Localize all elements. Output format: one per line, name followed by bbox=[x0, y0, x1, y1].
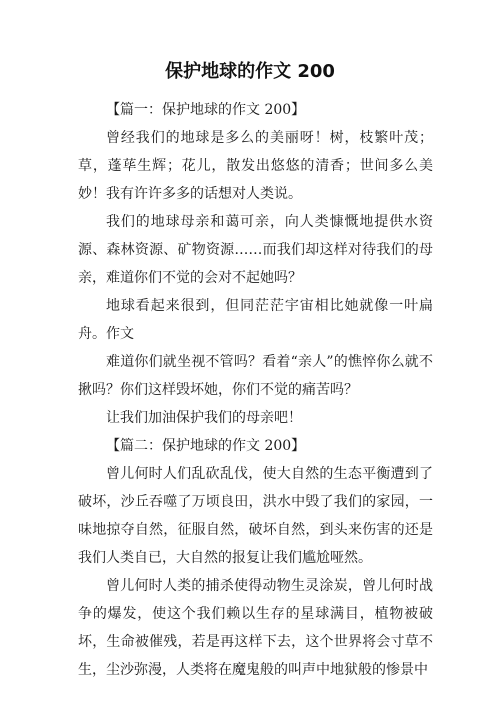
paragraph: 地球看起来很到，但同茫茫宇宙相比她就像一叶扁舟。作文 bbox=[78, 298, 433, 342]
paragraph: 曾儿何时人们乱砍乱伐，使大自然的生态平衡遭到了破坏，沙丘吞噬了万顷良田，洪水中毁了我们的家园，一味地掠夺自然，征服自然，破坏自然，到头来伤害的还是我们人类自已，大自然的报复让我们尴尬哑然。 bbox=[78, 466, 433, 566]
section-heading-1: 【篇一：保护地球的作文 200】 bbox=[106, 102, 306, 118]
paragraph: 让我们加油保护我们的母亲吧！ bbox=[106, 410, 302, 426]
section-heading-2: 【篇二：保护地球的作文 200】 bbox=[106, 438, 306, 454]
paragraph: 曾经我们的地球是多么的美丽呀！树，枝繁叶茂；草，蓬荜生辉；花儿，散发出悠悠的清香；世间多么美妙！我有许许多多的话想对人类说。 bbox=[78, 130, 433, 202]
paragraph: 难道你们就坐视不管吗？看着“亲人”的憔悴你么就不揪吗？你们这样毁坏她，你们不觉的痛苦吗？ bbox=[78, 354, 433, 398]
document-body bbox=[78, 96, 433, 684]
page-title: 保护地球的作文 200 bbox=[165, 61, 335, 82]
paragraph: 我们的地球母亲和蔼可亲，向人类慷慨地提供水资源、森林资源、矿物资源……而我们却这样对待我们的母亲，难道你们不觉的会对不起她吗？ bbox=[78, 214, 433, 286]
paragraph: 曾儿何时人类的捕杀使得动物生灵涂炭，曾儿何时战争的爆发，使这个我们赖以生存的星球满目，植物被破坏，生命被催残，若是再这样下去，这个世界将会寸草不生，尘沙弥漫，人类将在魔鬼般的叫声中地狱般的惨景中 bbox=[78, 578, 433, 678]
